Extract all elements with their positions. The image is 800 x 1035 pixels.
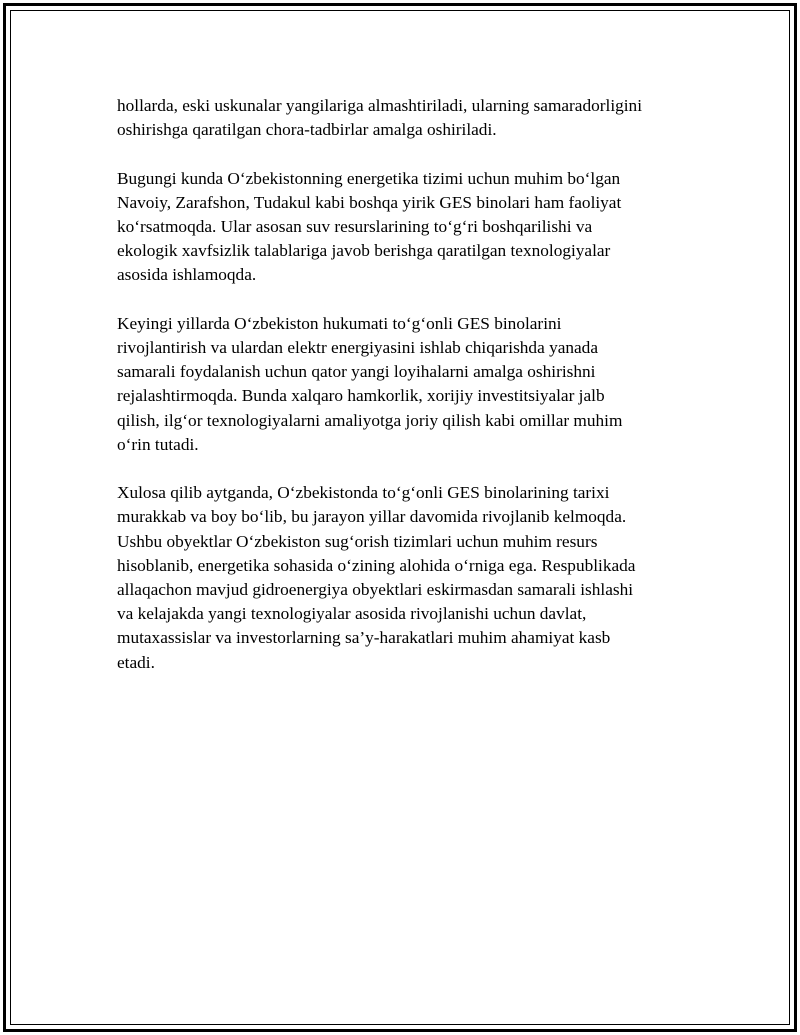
paragraph-conclusion: Xulosa qilib aytganda, O‘zbekistonda to‘g‘onli GES binolarining tarixi murakkab va boy bo‘lib, bu jarayon yillar davomida rivojlanib kelmoqda. Ushbu obyektlar O‘zbekiston sug‘orish tizimlari uchun muhim resurs hisoblanib, energetika sohasida o‘zining alohida o‘rniga ega. Respublikada allaqachon mavjud gidroenergiya obyektlari eskirmasdan samarali ishlashi va kelajakda yangi texnologiyalar asosida rivojlanishi uchun davlat, mutaxassislar va investorlarning sa’y-harakatlari muhim ahamiyat kasb etadi. xyxy=(117,483,636,672)
paragraph-future-plans: Keyingi yillarda O‘zbekiston hukumati to‘g‘onli GES binolarini rivojlantirish va ulardan elektr energiyasini ishlab chiqarishda yanada samarali foydalanish uchun qator yangi loyihalarni amalga oshirishni rejalashtirmoqda. Bunda xalqaro hamkorlik, xorijiy investitsiyalar jalb qilish, ilg‘or texnologiyalarni amaliyotga joriy qilish kabi omillar muhim o‘rin tutadi. xyxy=(117,313,623,454)
document-body xyxy=(117,94,697,699)
paragraph-current-ges: Bugungi kunda O‘zbekistonning energetika tizimi uchun muhim bo‘lgan Navoiy, Zarafshon, Tudakul kabi boshqa yirik GES binolari ham faoliyat ko‘rsatmoqda. Ular asosan suv resurslarining to‘g‘ri boshqarilishi va ekologik xavfsizlik talablariga javob berishga qaratilgan texnologiyalar asosida ishlamoqda. xyxy=(117,168,622,285)
paragraph-intro-continuation: hollarda, eski uskunalar yangilariga almashtiriladi, ularning samaradorligini oshirishga qaratilgan chora-tadbirlar amalga oshiriladi. xyxy=(117,96,643,140)
